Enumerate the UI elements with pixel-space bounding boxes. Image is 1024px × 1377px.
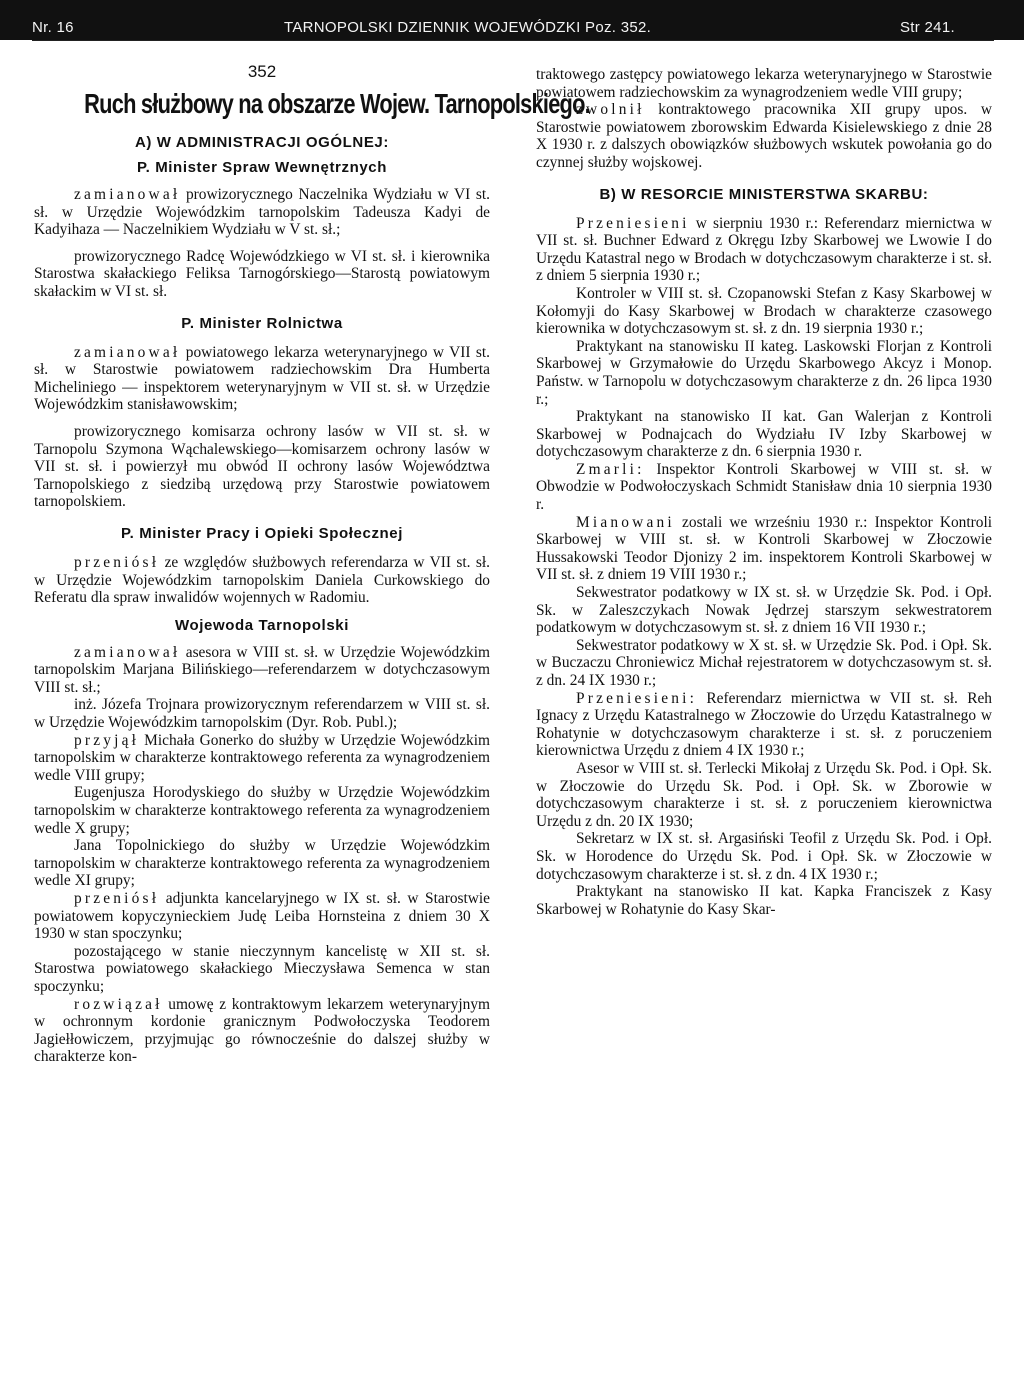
paragraph: Mianowani zostali we wrześniu 1930 r.: Inspektor Kontroli Skarbowej w VIII st. sł. w Kontroli Skarbowej w Złoczowie Hussakowski Teodor Djonizy 2 im. inspektorem Kontroli Skarbowej w VII st. sł. z dniem 19 VIII 1930 r.;: [536, 513, 992, 584]
journal-title: TARNOPOLSKI DZIENNIK WOJEWÓDZKI Poz. 352.: [284, 19, 652, 36]
paragraph: Kontroler w VIII st. sł. Czopanowski Stefan z Kasy Skarbowej w Kołomyji do Kasy Skarbowej w Brodach w charakterze czasowego kierownika w dotychczasowym st. sł. z dn. 19 sierpnia 1930 r.;: [536, 284, 992, 338]
paragraph: Jana Topolnickiego do służby w Urzędzie Wojewódzkim tarnopolskim w charakterze kontraktowego referenta za wynagrodzeniem wedle XI grupy;: [34, 837, 490, 890]
paragraph: Praktykant na stanowisko II kat. Gan Walerjan z Kontroli Skarbowej w Podnajcach do Wydziału IV Izby Skarbowej w dotychczasowym charakterze z dn. 6 sierpnia 1930 r.: [536, 408, 992, 461]
header-rule: [32, 40, 994, 41]
paragraph: Sekwestrator podatkowy w X st. sł. w Urzędzie Sk. Pod. i Opł. Sk. w Buczaczu Chroniewicz Michał rejestratorem w dotychczasowym st. sł. z dn. 24 IX 1930 r.;: [536, 636, 992, 689]
article-number: 352: [247, 62, 277, 81]
paragraph: przeniósł ze względów służbowych referendarza w VII st. sł. w Urzędzie Wojewódzkim tarnopolskim Daniela Curkowskiego do Referatu dla spraw inwalidów wojennych w Radomiu.: [34, 553, 490, 607]
page-header: [0, 0, 1024, 40]
paragraph: zwolnił kontraktowego pracownika XII grupy upos. w Starostwie powiatowem zborowskim Edwarda Kisielewskiego z dnie 28 X 1930 r. z dalszych obowiązków służbowych wskutek powołania go do czynnej służby wojskowej.: [536, 101, 992, 171]
paragraph: pozostającego w stanie nieczynnym kancelistę w XII st. sł. Starostwa powiatowego skałackiego Mieczysława Semenca w stan spoczynku;: [34, 942, 490, 995]
subheading-voivode: Wojewoda Tarnopolski: [175, 616, 349, 634]
section-b-heading: B) W RESORCIE MINISTERSTWA SKARBU:: [599, 185, 929, 203]
right-column: [536, 66, 992, 918]
paragraph: Sekwestrator podatkowy w IX st. sł. w Urzędzie Sk. Pod. i Opł. Sk. w Zaleszczykach Nowak Jędrzej starszym sekwestratorem podatkowym w dotychczasowym st. sł. z dniem 16 VII 1930 r.;: [536, 584, 992, 637]
paragraph: Przeniesieni w sierpniu 1930 r.: Referendarz miernictwa w VII st. sł. Buchner Edward z Okręgu Izby Skarbowej we Lwowie I do Urzędu Katastral nego w Brodach w dotychczasowym charakterze i st. sł. z dniem 5 sierpnia 1930 r.;: [536, 214, 992, 285]
paragraph: Sekretarz w IX st. sł. Argasiński Teofil z Urzędu Sk. Pod. i Opł. Sk. w Horodence do Urzędu Sk. Pod. i Opł. Sk. w Złoczowie w dotychczasowym charakterze i st. sł. z dn. 4 IX 1930 r.;: [536, 830, 992, 883]
paragraph: Asesor w VIII st. sł. Terlecki Mikołaj z Urzędu Sk. Pod. i Opł. Sk. w Złoczowie do Urzędu Sk. Pod. i Opł. Sk. w Zborowie w dotychczasowym charakterze i st. sł. z poruczeniem kierownictwa Urzędu z dn. 20 IX 1930;: [536, 759, 992, 830]
paragraph: Przeniesieni: Referendarz miernictwa w VII st. sł. Reh Ignacy z Urzędu Katastralnego w Złoczowie do Urzędu Katastralnego w Rohatynie w dotychczasowym charakterze i st. sł. z poruczeniem kierownictwa Urzędu z dniem 4 IX 1930 r.;: [536, 689, 992, 760]
article-title: Ruch służbowy na obszarze Wojew. Tarnopolskiego.: [84, 88, 590, 119]
page-number: Str 241.: [900, 19, 955, 36]
subheading-agriculture-minister: P. Minister Rolnictwa: [181, 314, 343, 332]
paragraph: Praktykant na stanowisko II kat. Kapka Franciszek z Kasy Skarbowej w Rohatynie do Kasy Skar-: [536, 883, 992, 918]
left-column: [34, 62, 590, 1066]
paragraph: prowizorycznego komisarza ochrony lasów w VII st. sł. w Tarnopolu Szymona Wąchalewskiego—komisarzem ochrony lasów w VII st. sł. i powierzył mu obwód II ochrony lasów Województwa Tarnopolskiego z siedzibą urzędową przy Starostwie powiatowem tarnopolskiem.: [34, 422, 490, 511]
paragraph: Praktykant na stanowisku II kateg. Laskowski Florjan z Kontroli Skarbowej w Grzymałowie do Urzędu Skarbowego Akcyz i Monop. Państw. w Tarnopolu w dotychczasowym charakterze z dn. 26 lipca 1930 r.;: [536, 337, 992, 408]
paragraph: przyjął Michała Gonerko do służby w Urzędzie Wojewódzkim tarnopolskim w charakterze kontraktowego referenta za wynagrodzeniem wedle VIII grupy;: [34, 731, 490, 784]
paragraph: traktowego zastępcy powiatowego lekarza weterynaryjnego w Starostwie powiatowem radziechowskim za wynagrodzeniem wedle VIII grupy;: [536, 66, 992, 101]
paragraph: zamianował prowizorycznego Naczelnika Wydziału w VI st. sł. w Urzędzie Wojewódzkim tarnopolskim Tadeusza Kadyi de Kadyihaza — Naczelnikiem Wydziału w V st. sł.;: [34, 186, 490, 239]
paragraph: rozwiązał umowę z kontraktowym lekarzem weterynaryjnym w ochronnym kordonie granicznym Podwołoczyska Teodorem Jagiełłowiczem, przyjmując go równocześnie do dalszej służby w charakterze kon-: [34, 995, 490, 1066]
paragraph: Zmarli: Inspektor Kontroli Skarbowej w VIII st. sł. w Obwodzie w Podwołoczyskach Schmidt Stanisław dnia 10 sierpnia 1930 r.: [536, 460, 992, 514]
section-a-heading: A) W ADMINISTRACJI OGÓLNEJ:: [135, 134, 389, 151]
subheading-interior-minister: P. Minister Spraw Wewnętrznych: [136, 159, 387, 176]
paragraph: zamianował asesora w VIII st. sł. w Urzędzie Wojewódzkim tarnopolskim Marjana Bilińskiego—referendarzem w dotychczasowym VIII st. sł.;: [34, 643, 490, 696]
issue-number: Nr. 16: [32, 19, 74, 36]
paragraph: prowizorycznego Radcę Wojewódzkiego w VI st. sł. i kierownika Starostwa skałackiego Feliksa Tarnogórskiego—Starostą powiatowym skałackim w VI st. sł.: [34, 247, 490, 300]
paragraph: przeniósł adjunkta kancelaryjnego w IX st. sł. w Starostwie powiatowem kopyczynieckiem Judę Leiba Hornsteina z dniem 30 X 1930 w stan spoczynku;: [34, 890, 490, 943]
paragraph: zamianował powiatowego lekarza weterynaryjnego w VII st. sł. w Starostwie powiatowem radziechowskim Dra Humberta Micheliniego — inspektorem weterynaryjnym w VII st. sł. w Urzędzie Wojewódzkim stanisławowskim;: [34, 343, 490, 414]
paragraph: inż. Józefa Trojnara prowizorycznym referendarzem w VIII st. sł. w Urzędzie Wojewódzkim tarnopolskim (Dyr. Rob. Publ.);: [34, 696, 490, 732]
subheading-labor-minister: P. Minister Pracy i Opieki Społecznej: [120, 524, 404, 542]
paragraph: Eugenjusza Horodyskiego do służby w Urzędzie Wojewódzkim tarnopolskim w charakterze kontraktowego referenta za wynagrodzeniem wedle X grupy;: [34, 784, 490, 837]
